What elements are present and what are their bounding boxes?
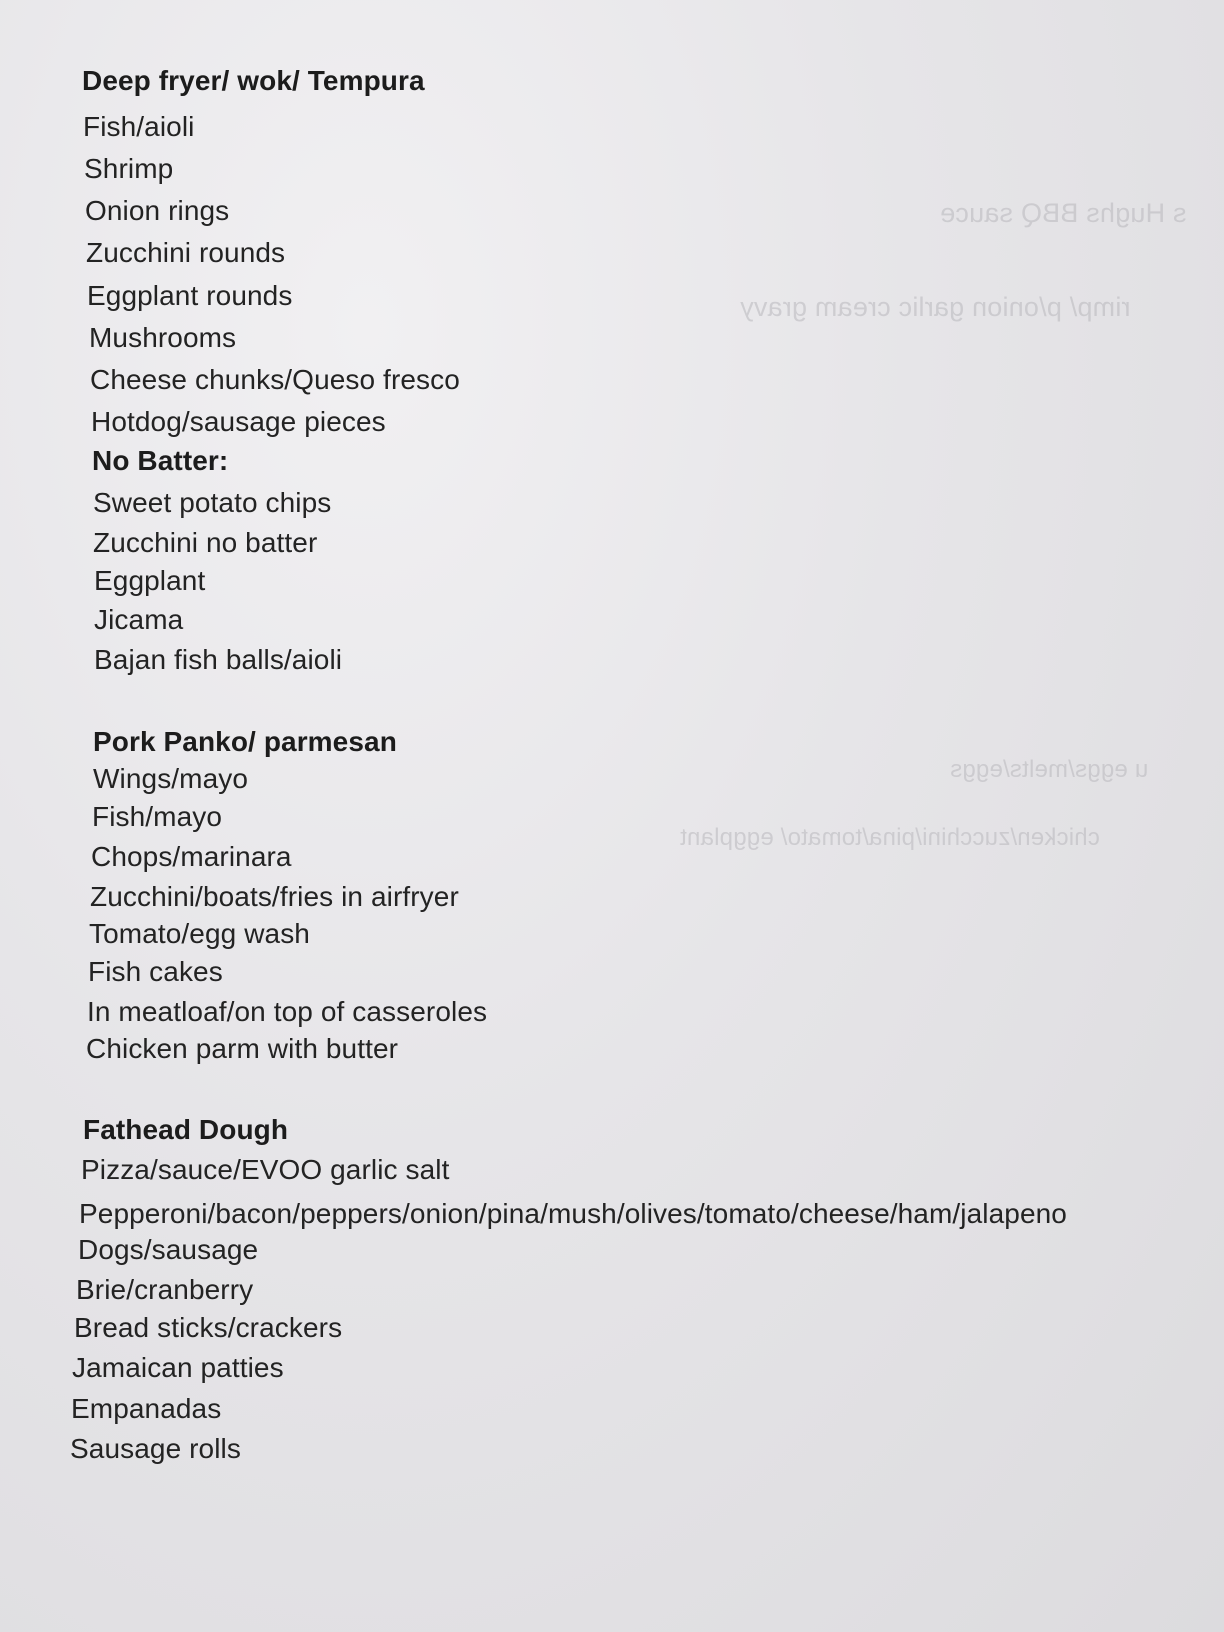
list-item: Zucchini no batter — [93, 527, 318, 558]
list-item: Empanadas — [71, 1393, 222, 1424]
section-heading-fathead-dough: Fathead Dough — [83, 1114, 289, 1145]
list-item: Pizza/sauce/EVOO garlic salt — [81, 1154, 450, 1185]
list-item: Tomato/egg wash — [89, 918, 310, 949]
list-item: Fish/aioli — [83, 111, 195, 142]
list-item: Brie/cranberry — [76, 1274, 254, 1305]
list-item: Fish/mayo — [92, 801, 223, 832]
list-item: Zucchini/boats/fries in airfryer — [90, 881, 459, 912]
list-item: Mushrooms — [89, 322, 237, 353]
show-through-text-2: rimp/ p/onion garlic cream gravy — [740, 292, 1131, 322]
show-through-text-3: u eggs/melts/eggs — [950, 756, 1149, 783]
list-item: Zucchini rounds — [86, 237, 286, 268]
section-heading-pork-panko: Pork Panko/ parmesan — [93, 726, 397, 757]
list-item: Onion rings — [85, 195, 230, 226]
section-heading-deep-fryer: Deep fryer/ wok/ Tempura — [82, 65, 425, 96]
subheading-no-batter: No Batter: — [92, 445, 229, 476]
list-item: Eggplant — [94, 565, 206, 596]
list-item: Sweet potato chips — [93, 487, 332, 518]
list-item: Chops/marinara — [91, 841, 292, 872]
list-item: Sausage rolls — [70, 1433, 241, 1464]
list-item: Pepperoni/bacon/peppers/onion/pina/mush/olives/tomato/cheese/ham/jalapeno — [79, 1198, 1067, 1229]
list-item: Jamaican patties — [72, 1352, 284, 1383]
list-item: Bread sticks/crackers — [74, 1312, 343, 1343]
list-item: Shrimp — [84, 153, 174, 184]
list-item: Bajan fish balls/aioli — [94, 644, 343, 675]
list-item: Hotdog/sausage pieces — [91, 406, 386, 437]
show-through-text-1: s Hughs BBQ sauce — [940, 198, 1187, 228]
list-item: In meatloaf/on top of casseroles — [87, 996, 488, 1027]
list-item: Jicama — [94, 604, 184, 635]
list-item: Cheese chunks/Queso fresco — [90, 364, 460, 395]
list-item: Chicken parm with butter — [86, 1033, 399, 1064]
show-through-text-4: chicken/zucchini/pina/tomato/ eggplant — [680, 824, 1100, 851]
list-item: Wings/mayo — [93, 763, 249, 794]
list-item: Dogs/sausage — [78, 1234, 259, 1265]
list-item: Fish cakes — [88, 956, 223, 987]
list-item: Eggplant rounds — [87, 280, 293, 311]
